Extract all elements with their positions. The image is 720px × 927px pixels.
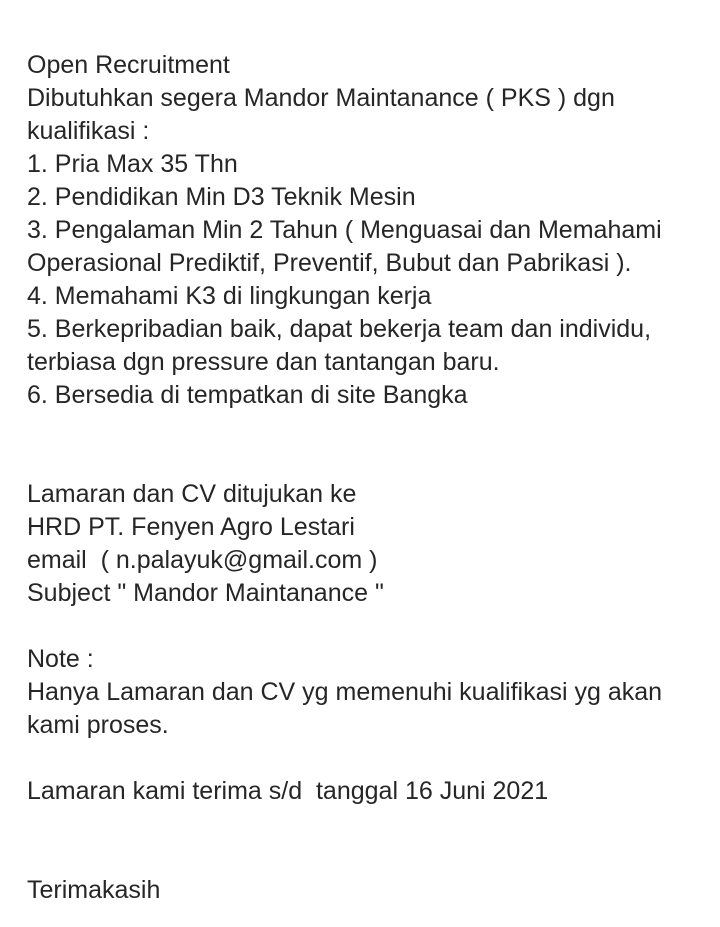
text-line: Subject " Mandor Maintanance " [27,579,384,607]
text-line [27,610,693,643]
text-line: Lamaran dan CV ditujukan ke [27,480,357,508]
text-line [27,841,693,874]
job-posting-document [27,49,693,907]
text-line: kualifikasi : [27,117,150,145]
text-line: 2. Pendidikan Min D3 Teknik Mesin [27,183,416,211]
text-line: Operasional Prediktif, Preventif, Bubut dan Pabrikasi ). [27,249,632,277]
text-line [27,808,693,841]
text-line: 1. Pria Max 35 Thn [27,150,238,178]
text-line: Hanya Lamaran dan CV yg memenuhi kualifikasi yg akan [27,678,663,706]
text-line: 6. Bersedia di tempatkan di site Bangka [27,381,468,409]
text-line [27,742,693,775]
text-line: Terimakasih [27,876,161,904]
text-line: terbiasa dgn pressure dan tantangan baru. [27,348,500,376]
text-line: Dibutuhkan segera Mandor Maintanance ( PKS ) dgn [27,84,615,112]
text-line [27,445,693,478]
text-line: Lamaran kami terima s/d tanggal 16 Juni 2021 [27,777,549,805]
text-line: HRD PT. Fenyen Agro Lestari [27,513,355,541]
text-line: 3. Pengalaman Min 2 Tahun ( Menguasai dan Memahami [27,216,662,244]
text-line: kami proses. [27,711,169,739]
text-line [27,412,693,445]
text-line: Note : [27,645,94,673]
text-line: Open Recruitment [27,51,230,79]
text-line: 5. Berkepribadian baik, dapat bekerja team dan individu, [27,315,652,343]
text-line: email ( n.palayuk@gmail.com ) [27,546,378,574]
text-line: 4. Memahami K3 di lingkungan kerja [27,282,432,310]
